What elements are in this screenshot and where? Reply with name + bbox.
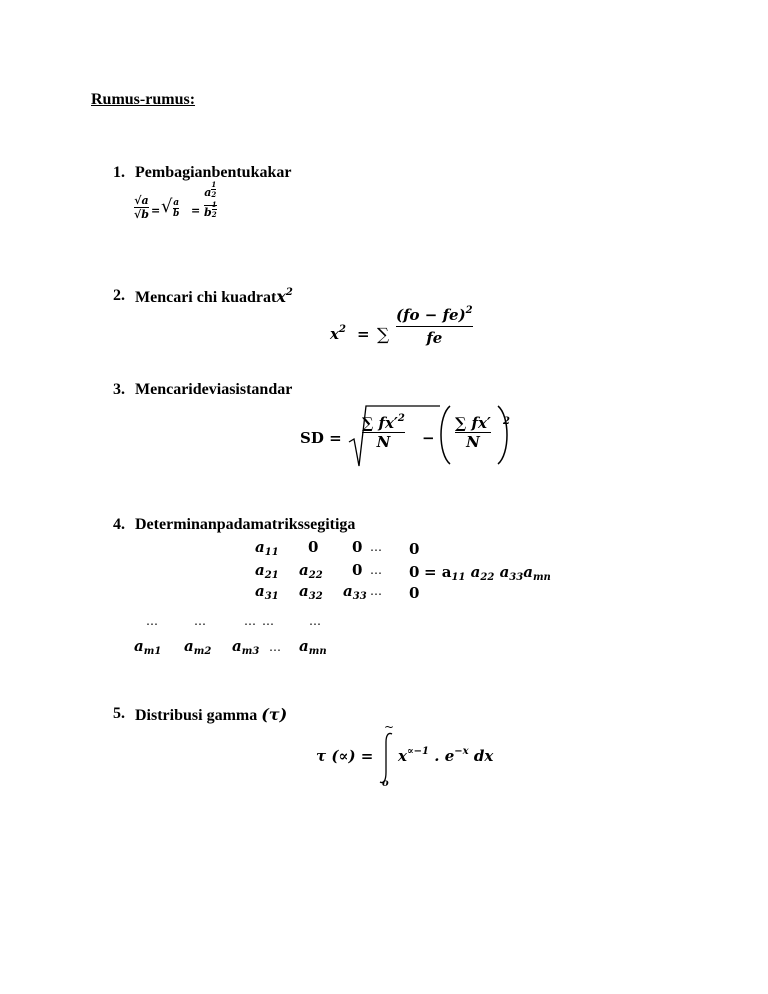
item-2-label: Mencari chi kuadratx$^2$	[135, 287, 293, 306]
formula-2: $x^2$ = ∑ (fo − fe)$^2$ fe	[330, 305, 473, 347]
item-3-label: Mencarideviasistandar	[135, 381, 293, 398]
formula-3: SD = ∑ $fx'^2$ N − ∑ fx′ N 2	[300, 400, 530, 470]
item-1-number: 1.	[113, 164, 125, 181]
item-5-label: Distribusi gamma (τ)	[135, 705, 288, 724]
item-1-label: Pembagianbentukakar	[135, 164, 292, 181]
item-4-number: 4.	[113, 516, 125, 533]
formula-5: τ (∝) = ~ o $x^{\propto-1}$ . $e^{-x}$ dx	[316, 722, 516, 792]
item-4-label: Determinanpadamatrikssegitiga	[135, 516, 356, 533]
page-title: Rumus-rumus:	[91, 91, 196, 108]
item-5-number: 5.	[113, 705, 125, 722]
item-3-number: 3.	[113, 381, 125, 398]
item-2-number: 2.	[113, 287, 125, 304]
integral-sign	[316, 722, 336, 792]
